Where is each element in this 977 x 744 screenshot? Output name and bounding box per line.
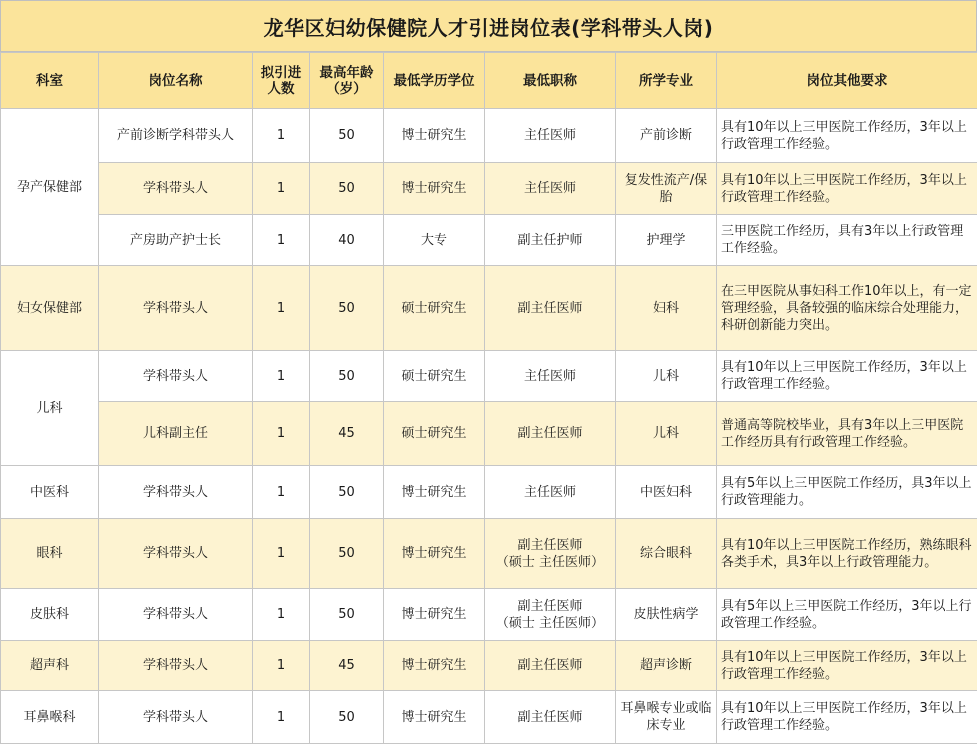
table-row <box>1 109 977 163</box>
requirements-cell: 普通高等院校毕业，具有3年以上三甲医院工作经历具有行政管理工作经验。 <box>717 402 977 466</box>
education-cell: 博士研究生 <box>384 641 485 691</box>
count-cell: 1 <box>253 266 310 351</box>
position-cell: 学科带头人 <box>99 466 253 519</box>
age-cell: 50 <box>310 519 384 589</box>
position-cell: 学科带头人 <box>99 641 253 691</box>
age-cell: 50 <box>310 351 384 402</box>
rank-cell: 主任医师 <box>485 466 616 519</box>
position-cell: 学科带头人 <box>99 163 253 215</box>
count-cell: 1 <box>253 402 310 466</box>
major-cell: 耳鼻喉专业或临床专业 <box>616 691 717 744</box>
count-cell: 1 <box>253 351 310 402</box>
dept-cell: 皮肤科 <box>1 589 99 641</box>
table-row <box>1 266 977 351</box>
rank-alternate: （硕士 主任医师） <box>495 615 605 631</box>
age-cell: 45 <box>310 402 384 466</box>
education-cell: 博士研究生 <box>384 589 485 641</box>
major-cell: 儿科 <box>616 402 717 466</box>
education-cell: 博士研究生 <box>384 163 485 215</box>
dept-cell: 中医科 <box>1 466 99 519</box>
count-cell: 1 <box>253 641 310 691</box>
rank-cell: 副主任医师 <box>485 402 616 466</box>
major-cell: 儿科 <box>616 351 717 402</box>
table-row <box>1 466 977 519</box>
education-cell: 博士研究生 <box>384 466 485 519</box>
position-cell: 学科带头人 <box>99 691 253 744</box>
education-cell: 硕士研究生 <box>384 266 485 351</box>
requirements-cell: 具有5年以上三甲医院工作经历，3年以上行政管理工作经验。 <box>717 589 977 641</box>
count-cell: 1 <box>253 163 310 215</box>
major-cell: 超声诊断 <box>616 641 717 691</box>
requirements-cell: 具有10年以上三甲医院工作经历，3年以上行政管理工作经验。 <box>717 163 977 215</box>
document-title: 龙华区妇幼保健院人才引进岗位表(学科带头人岗) <box>0 0 977 52</box>
education-cell: 大专 <box>384 215 485 266</box>
header-dept: 科室 <box>1 53 99 109</box>
header-education: 最低学历学位 <box>384 53 485 109</box>
major-cell: 护理学 <box>616 215 717 266</box>
count-cell: 1 <box>253 466 310 519</box>
dept-cell: 超声科 <box>1 641 99 691</box>
requirements-cell: 具有10年以上三甲医院工作经历，3年以上行政管理工作经验。 <box>717 641 977 691</box>
age-cell: 50 <box>310 691 384 744</box>
age-cell: 50 <box>310 589 384 641</box>
requirements-cell: 具有10年以上三甲医院工作经历，3年以上行政管理工作经验。 <box>717 351 977 402</box>
position-cell: 产前诊断学科带头人 <box>99 109 253 163</box>
position-cell: 学科带头人 <box>99 351 253 402</box>
major-cell: 中医妇科 <box>616 466 717 519</box>
table-row <box>1 519 977 589</box>
header-count: 拟引进人数 <box>253 53 310 109</box>
table-row <box>1 641 977 691</box>
count-cell: 1 <box>253 109 310 163</box>
dept-cell: 妇女保健部 <box>1 266 99 351</box>
age-cell: 40 <box>310 215 384 266</box>
position-cell: 学科带头人 <box>99 519 253 589</box>
position-cell: 儿科副主任 <box>99 402 253 466</box>
rank-cell: 主任医师 <box>485 163 616 215</box>
rank-cell <box>485 589 616 641</box>
education-cell: 硕士研究生 <box>384 351 485 402</box>
count-cell: 1 <box>253 215 310 266</box>
count-cell: 1 <box>253 691 310 744</box>
dept-cell: 儿科 <box>1 351 99 466</box>
major-cell: 产前诊断 <box>616 109 717 163</box>
count-cell: 1 <box>253 589 310 641</box>
requirements-cell: 具有10年以上三甲医院工作经历，3年以上行政管理工作经验。 <box>717 109 977 163</box>
education-cell: 博士研究生 <box>384 519 485 589</box>
position-cell: 学科带头人 <box>99 266 253 351</box>
header-major: 所学专业 <box>616 53 717 109</box>
age-cell: 50 <box>310 109 384 163</box>
header-position: 岗位名称 <box>99 53 253 109</box>
requirements-cell: 在三甲医院从事妇科工作10年以上，有一定管理经验，具备较强的临床综合处理能力，科研创新能力突出。 <box>717 266 977 351</box>
age-cell: 50 <box>310 266 384 351</box>
count-cell: 1 <box>253 519 310 589</box>
major-cell: 皮肤性病学 <box>616 589 717 641</box>
rank-cell: 副主任护师 <box>485 215 616 266</box>
major-cell: 综合眼科 <box>616 519 717 589</box>
positions-table <box>0 52 977 744</box>
education-cell: 博士研究生 <box>384 691 485 744</box>
rank-alternate: （硕士 主任医师） <box>495 554 605 570</box>
requirements-cell: 具有10年以上三甲医院工作经历，熟练眼科各类手术，具3年以上行政管理能力。 <box>717 519 977 589</box>
table-row <box>1 163 977 215</box>
major-cell: 复发性流产/保胎 <box>616 163 717 215</box>
dept-cell: 孕产保健部 <box>1 109 99 266</box>
table-header-row <box>1 53 977 109</box>
age-cell: 45 <box>310 641 384 691</box>
age-cell: 50 <box>310 163 384 215</box>
rank-cell: 副主任医师 <box>485 691 616 744</box>
table-row <box>1 215 977 266</box>
table-row <box>1 691 977 744</box>
rank-cell: 主任医师 <box>485 109 616 163</box>
requirements-cell: 三甲医院工作经历，具有3年以上行政管理工作经验。 <box>717 215 977 266</box>
table-row <box>1 589 977 641</box>
position-cell: 学科带头人 <box>99 589 253 641</box>
header-title-rank: 最低职称 <box>485 53 616 109</box>
header-age: 最高年龄（岁） <box>310 53 384 109</box>
table-row <box>1 402 977 466</box>
table-row <box>1 351 977 402</box>
rank-cell <box>485 519 616 589</box>
position-cell: 产房助产护士长 <box>99 215 253 266</box>
age-cell: 50 <box>310 466 384 519</box>
rank-cell: 副主任医师 <box>485 641 616 691</box>
dept-cell: 眼科 <box>1 519 99 589</box>
rank-primary: 副主任医师 <box>517 537 583 553</box>
rank-cell: 副主任医师 <box>485 266 616 351</box>
rank-primary: 副主任医师 <box>517 598 583 614</box>
requirements-cell: 具有10年以上三甲医院工作经历，3年以上行政管理工作经验。 <box>717 691 977 744</box>
header-requirements: 岗位其他要求 <box>717 53 977 109</box>
education-cell: 博士研究生 <box>384 109 485 163</box>
requirements-cell: 具有5年以上三甲医院工作经历，具3年以上行政管理能力。 <box>717 466 977 519</box>
rank-cell: 主任医师 <box>485 351 616 402</box>
major-cell: 妇科 <box>616 266 717 351</box>
dept-cell: 耳鼻喉科 <box>1 691 99 744</box>
education-cell: 硕士研究生 <box>384 402 485 466</box>
